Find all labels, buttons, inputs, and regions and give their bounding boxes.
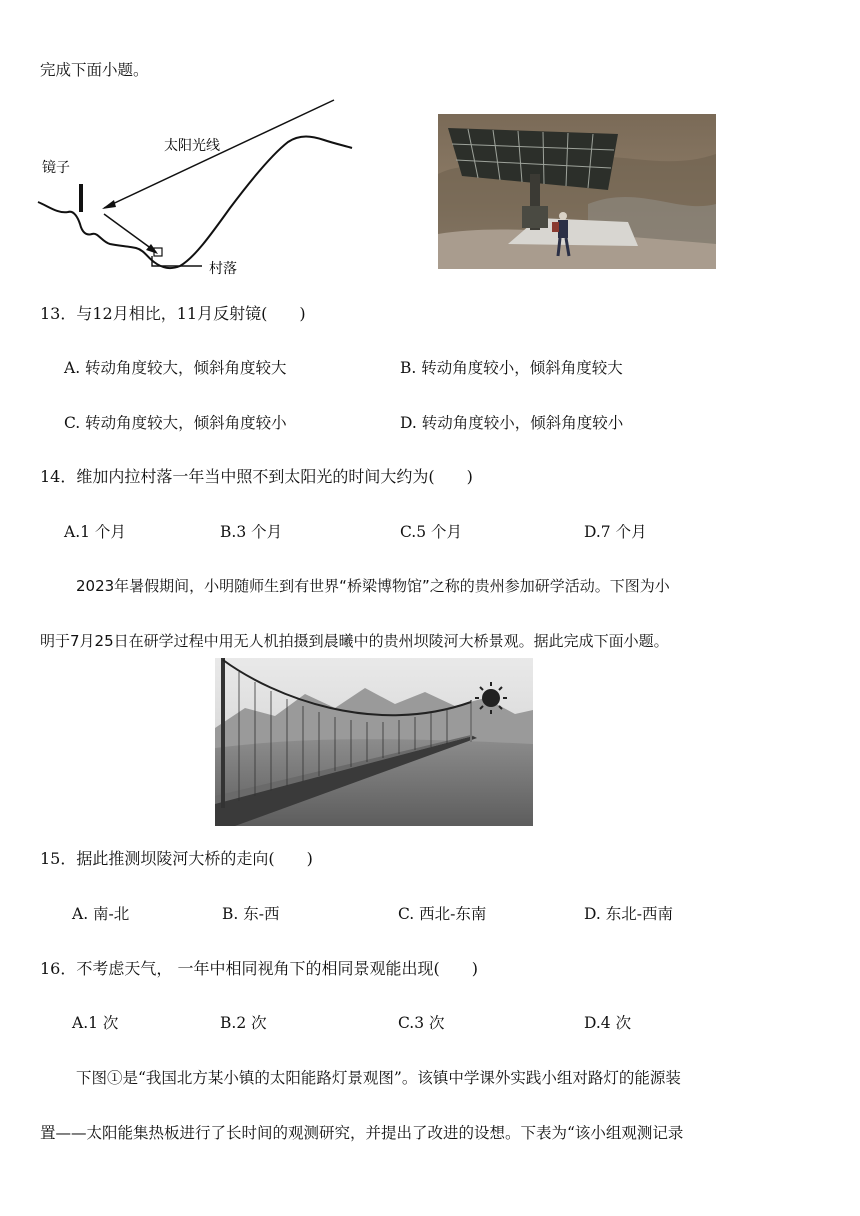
q16-stem: 16．不考虑天气， 一年中相同视角下的相同景观能出现( ) — [40, 959, 478, 978]
q15-option-c: C. 西北-东南 — [398, 905, 487, 923]
mirror-photo — [438, 114, 716, 269]
q13-option-c: C. 转动角度较大，倾斜角度较小 — [64, 414, 287, 432]
q13-option-b: B. 转动角度较小，倾斜角度较大 — [400, 359, 623, 377]
bridge-photo — [215, 658, 533, 826]
q14-option-b: B.3 个月 — [220, 523, 283, 541]
village-label: 村落 — [209, 261, 237, 277]
q13-option-d: D. 转动角度较小，倾斜角度较小 — [400, 414, 624, 432]
q14-stem: 14．维加内拉村落一年当中照不到太阳光的时间大约为( ) — [40, 467, 473, 486]
passage3-line1: 下图①是“我国北方某小镇的太阳能路灯景观图”。该镇中学课外实践小组对路灯的能源装 — [76, 1069, 681, 1087]
hiker — [558, 220, 568, 238]
passage3-line2: 置——太阳能集热板进行了长时间的观测研究，并提出了改进的设想。下表为“该小组观测记录 — [40, 1124, 684, 1142]
q16-option-c: C.3 次 — [398, 1014, 445, 1032]
q16-option-b: B.2 次 — [220, 1014, 267, 1032]
q15-option-b: B. 东-西 — [222, 905, 280, 923]
q14-option-a: A.1 个月 — [64, 523, 126, 541]
sunlight-label: 太阳光线 — [164, 138, 220, 154]
terrain-line — [38, 137, 352, 269]
q13-option-a: A. 转动角度较大，倾斜角度较大 — [64, 359, 287, 377]
mirror-label: 镜子 — [42, 160, 70, 176]
q14-option-c: C.5 个月 — [400, 523, 463, 541]
sunlight-ray — [104, 100, 334, 208]
q15-option-d: D. 东北-西南 — [584, 905, 673, 923]
q15-stem: 15．据此推测坝陵河大桥的走向( ) — [40, 849, 313, 868]
intro-text: 完成下面小题。 — [40, 61, 149, 79]
passage2-line2: 明于7月25日在研学过程中用无人机拍摄到晨曦中的贵州坝陵河大桥景观。据此完成下面小题。 — [40, 632, 669, 650]
q15-option-a: A. 南-北 — [72, 905, 130, 923]
q16-option-a: A.1 次 — [72, 1014, 119, 1032]
passage2-line1: 2023年暑假期间，小明随师生到有世界“桥梁博物馆”之称的贵州参加研学活动。下图为小 — [76, 577, 670, 595]
mirror-sunlight-diagram — [34, 96, 364, 281]
q14-option-d: D.7 个月 — [584, 523, 647, 541]
sunlight-arrowhead — [102, 200, 116, 209]
q16-option-d: D.4 次 — [584, 1014, 632, 1032]
q13-stem: 13．与12月相比，11月反射镜( ) — [40, 304, 306, 323]
